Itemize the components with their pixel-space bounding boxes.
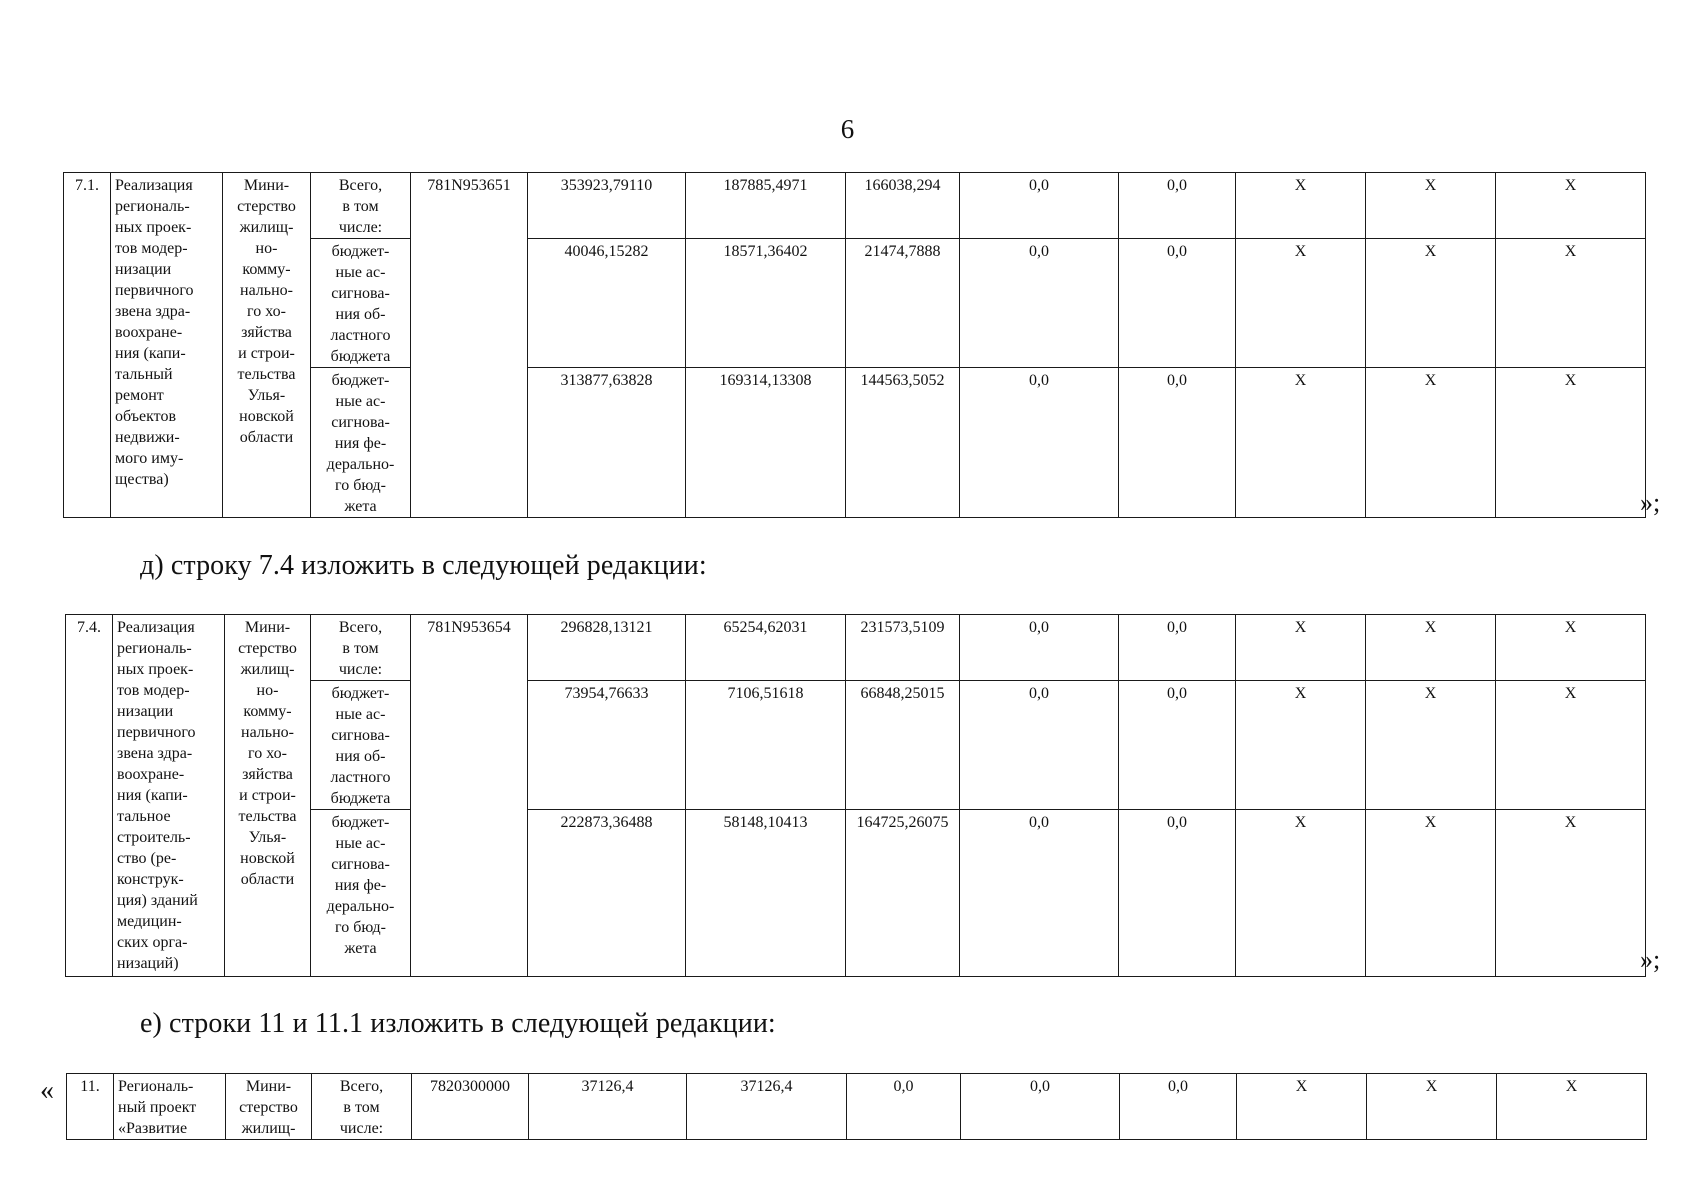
value-year-4: 0,0 (1119, 615, 1236, 681)
funding-source: бюджет- ные ас- сигнова- ния об- ластного бюджета (311, 239, 411, 368)
value-year-1: 169314,13308 (686, 368, 846, 518)
value-year-5: X (1236, 173, 1366, 239)
closing-quote: »; (1640, 488, 1661, 517)
funding-source: Всего, в том числе: (311, 173, 411, 239)
value-year-6: X (1366, 681, 1496, 810)
measure-name: Реализация региональ- ных проек- тов модер- низации первичного звена здра- воохране- ния (капи- тальный ремонт объектов недвижи- мого иму- щества) (111, 173, 223, 518)
value-year-4: 0,0 (1119, 239, 1236, 368)
value-year-7: X (1497, 1074, 1647, 1140)
value-year-6: X (1367, 1074, 1497, 1140)
executor: Мини- стерство жилищ- (226, 1074, 312, 1140)
value-year-5: X (1236, 681, 1366, 810)
measure-name: Реализация региональ- ных проек- тов модер- низации первичного звена здра- воохране- ния (капи- тальное строитель- ство (ре- конструк- ция) зданий медицин- ских орга- низаций) (113, 615, 225, 977)
value-year-4: 0,0 (1120, 1074, 1237, 1140)
value-year-2: 0,0 (847, 1074, 961, 1140)
value-total: 222873,36488 (528, 810, 686, 977)
value-year-7: X (1496, 368, 1646, 518)
value-year-4: 0,0 (1119, 173, 1236, 239)
value-year-7: X (1496, 173, 1646, 239)
value-year-4: 0,0 (1119, 368, 1236, 518)
funding-source: бюджет- ные ас- сигнова- ния фе- дерально- го бюд- жета (311, 810, 411, 977)
executor: Мини- стерство жилищ- но- комму- нально- го хо- зяйства и строи- тельства Улья- новской области (223, 173, 311, 518)
page-number: 6 (840, 114, 855, 144)
budget-code: 781N953651 (411, 173, 528, 518)
row-number: 7.1. (64, 173, 111, 518)
value-year-6: X (1366, 239, 1496, 368)
value-year-5: X (1237, 1074, 1367, 1140)
table-row-11 (66, 1073, 1647, 1140)
measure-name: Региональ- ный проект «Развитие (114, 1074, 226, 1140)
value-year-1: 7106,51618 (686, 681, 846, 810)
value-year-5: X (1236, 615, 1366, 681)
value-year-4: 0,0 (1119, 681, 1236, 810)
budget-code: 7820300000 (412, 1074, 529, 1140)
opening-quote: « (40, 1075, 54, 1106)
value-total: 37126,4 (529, 1074, 687, 1140)
value-year-5: X (1236, 239, 1366, 368)
value-total: 313877,63828 (528, 368, 686, 518)
value-total: 353923,79110 (528, 173, 686, 239)
value-year-3: 0,0 (961, 1074, 1120, 1140)
value-year-2: 231573,5109 (846, 615, 960, 681)
value-year-6: X (1366, 615, 1496, 681)
executor: Мини- стерство жилищ- но- комму- нально- го хо- зяйства и строи- тельства Улья- новской области (225, 615, 311, 977)
value-year-1: 37126,4 (687, 1074, 847, 1140)
value-year-2: 144563,5052 (846, 368, 960, 518)
value-year-6: X (1366, 173, 1496, 239)
value-year-3: 0,0 (960, 681, 1119, 810)
value-year-1: 58148,10413 (686, 810, 846, 977)
value-total: 40046,15282 (528, 239, 686, 368)
funding-source: Всего, в том числе: (311, 615, 411, 681)
value-year-3: 0,0 (960, 810, 1119, 977)
funding-source: бюджет- ные ас- сигнова- ния об- ластного бюджета (311, 681, 411, 810)
heading-e: е) строки 11 и 11.1 изложить в следующей редакции: (140, 1008, 776, 1039)
value-year-2: 164725,26075 (846, 810, 960, 977)
value-year-5: X (1236, 810, 1366, 977)
value-year-7: X (1496, 681, 1646, 810)
value-year-3: 0,0 (960, 239, 1119, 368)
value-year-1: 187885,4971 (686, 173, 846, 239)
value-year-3: 0,0 (960, 615, 1119, 681)
value-total: 73954,76633 (528, 681, 686, 810)
row-number: 11. (67, 1074, 114, 1140)
value-year-7: X (1496, 810, 1646, 977)
value-year-3: 0,0 (960, 173, 1119, 239)
value-year-5: X (1236, 368, 1366, 518)
value-year-6: X (1366, 368, 1496, 518)
value-total: 296828,13121 (528, 615, 686, 681)
table-row-7-1 (63, 172, 1646, 518)
row-number: 7.4. (66, 615, 113, 977)
value-year-2: 66848,25015 (846, 681, 960, 810)
budget-code: 781N953654 (411, 615, 528, 977)
value-year-2: 21474,7888 (846, 239, 960, 368)
funding-source: бюджет- ные ас- сигнова- ния фе- дерально- го бюд- жета (311, 368, 411, 518)
value-year-1: 18571,36402 (686, 239, 846, 368)
funding-source: Всего, в том числе: (312, 1074, 412, 1140)
closing-quote: »; (1640, 945, 1661, 974)
value-year-6: X (1366, 810, 1496, 977)
value-year-4: 0,0 (1119, 810, 1236, 977)
heading-d: д) строку 7.4 изложить в следующей редакции: (140, 550, 707, 581)
value-year-7: X (1496, 239, 1646, 368)
value-year-2: 166038,294 (846, 173, 960, 239)
table-row-7-4 (65, 614, 1646, 977)
value-year-7: X (1496, 615, 1646, 681)
value-year-1: 65254,62031 (686, 615, 846, 681)
value-year-3: 0,0 (960, 368, 1119, 518)
